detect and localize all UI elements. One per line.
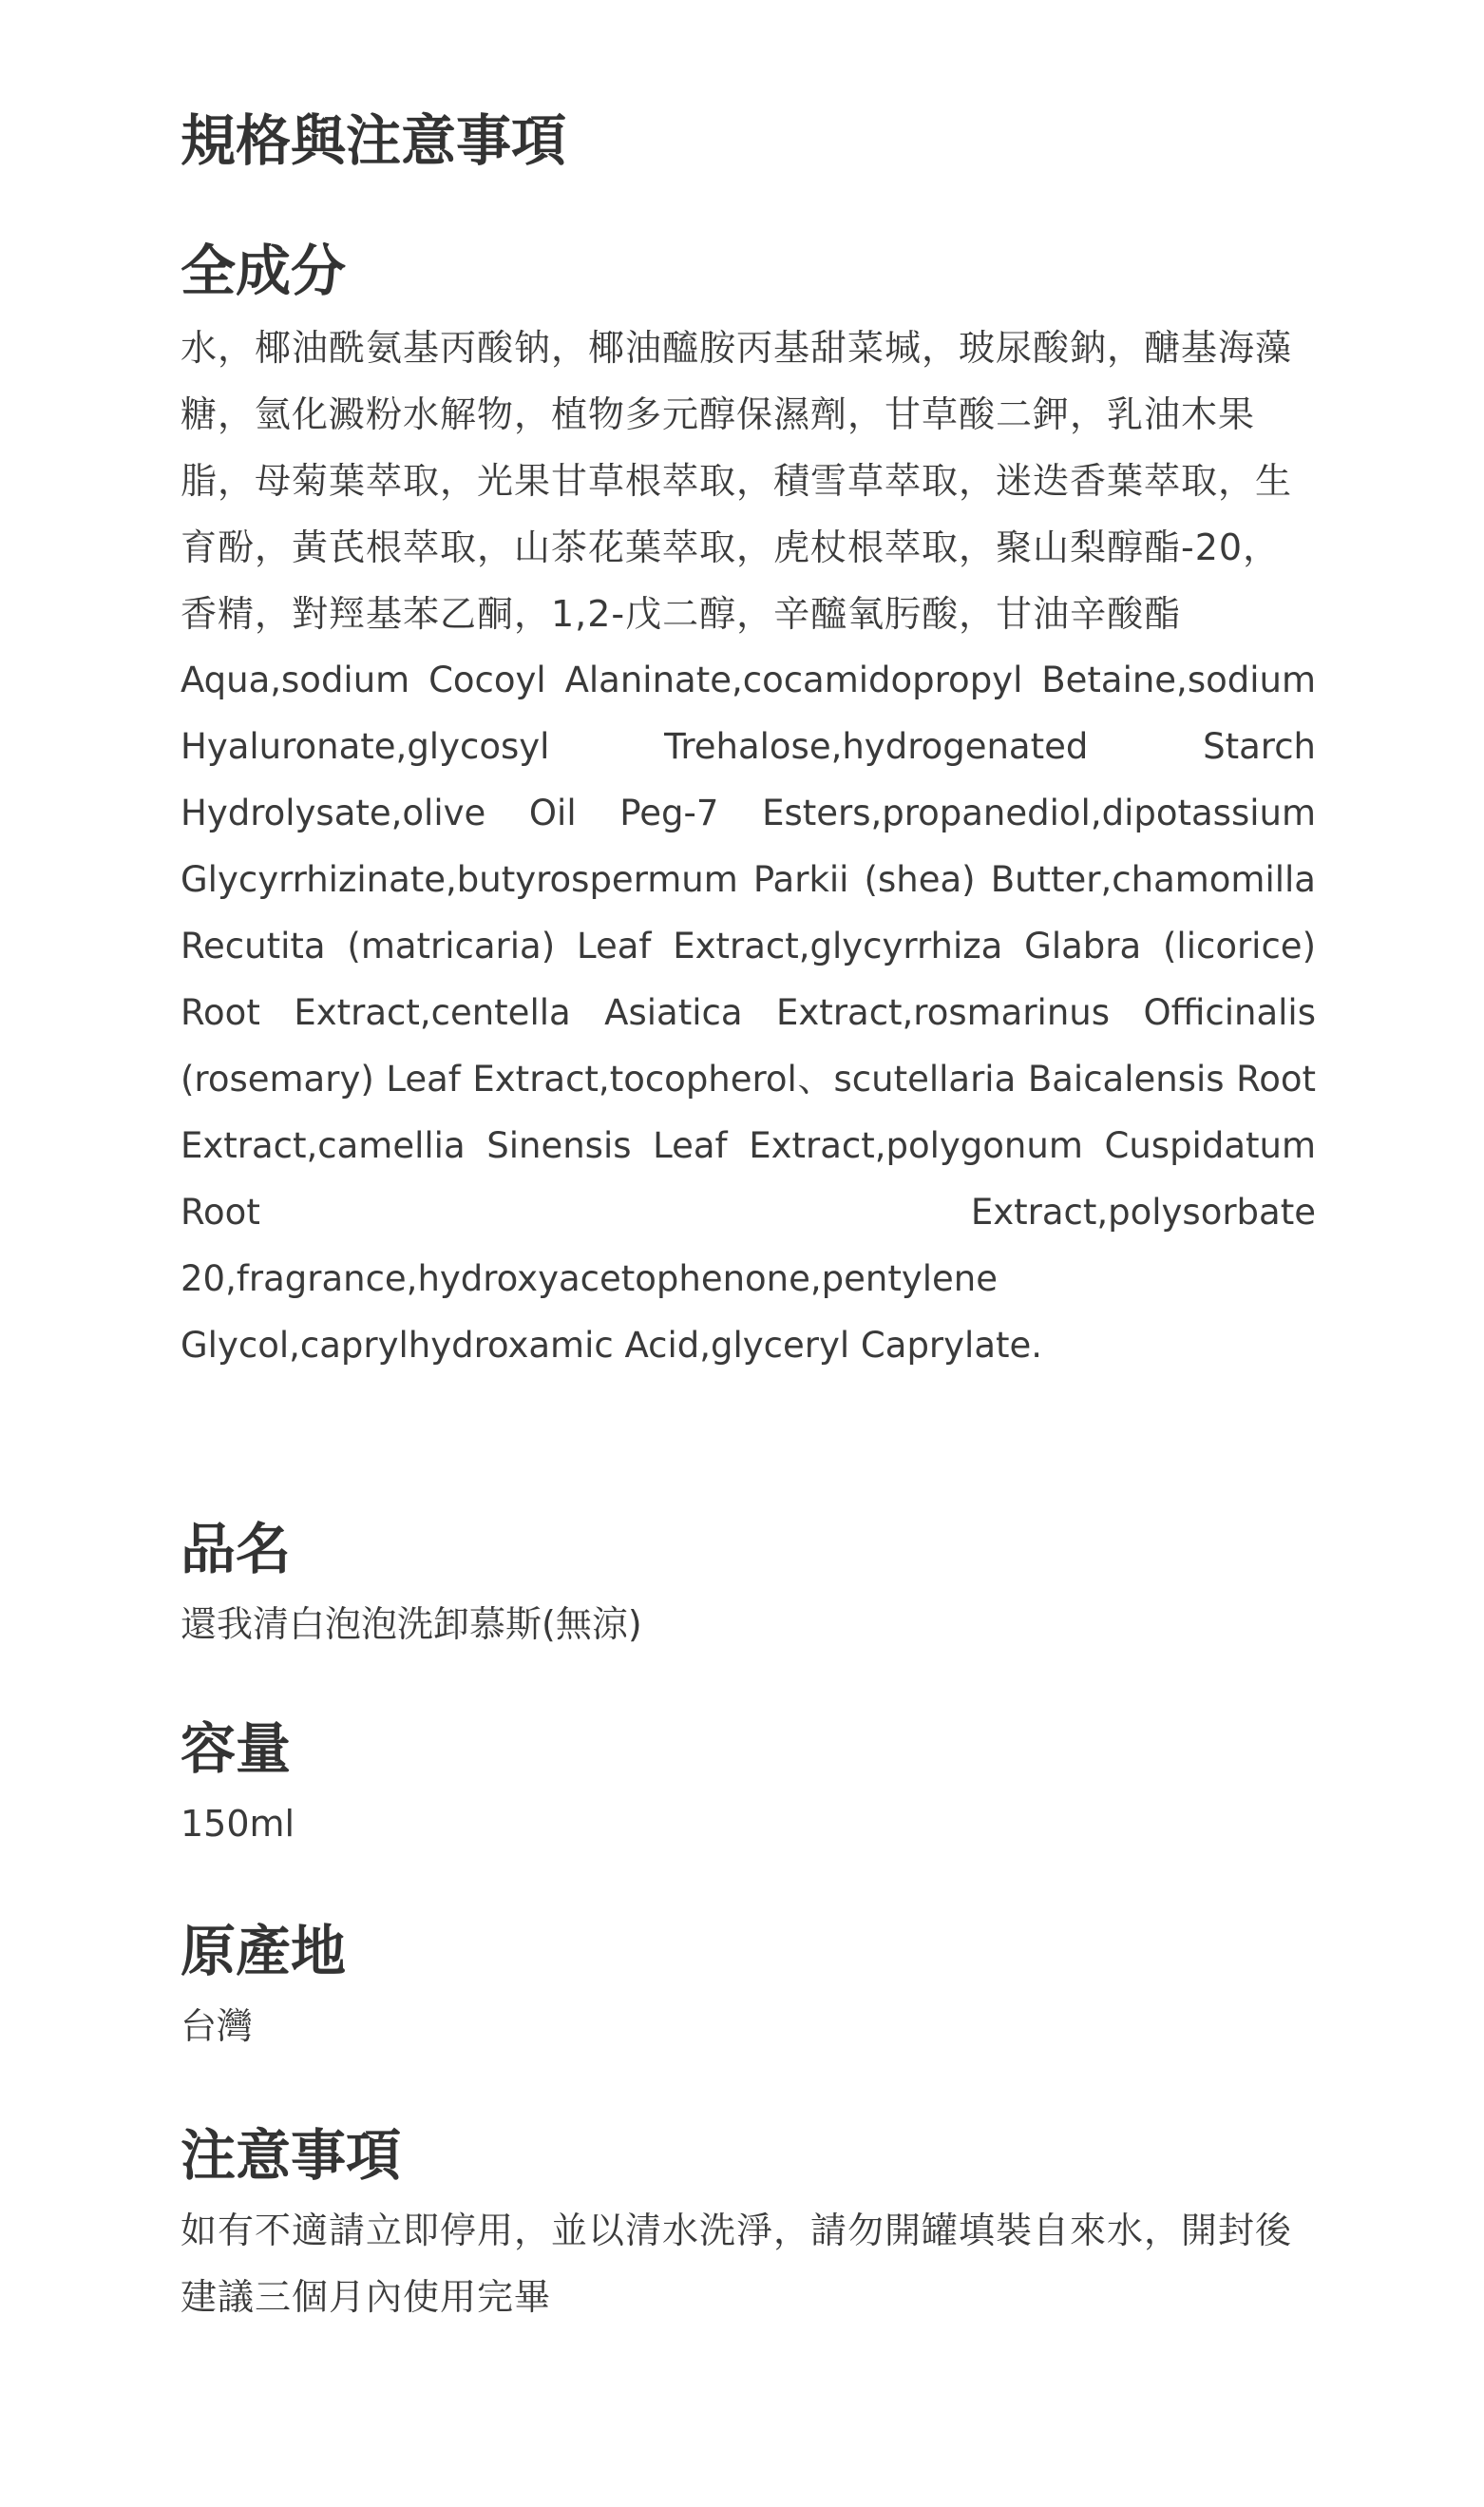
volume-section xyxy=(181,1711,1316,1857)
ingredients-heading: 全成分 xyxy=(181,239,347,303)
ingredients-section xyxy=(181,233,1316,1379)
origin-section xyxy=(181,1913,1316,2059)
page-title: 規格與注意事項 xyxy=(181,108,567,173)
product-name-value: 還我清白泡泡洗卸慕斯(無涼) xyxy=(181,1603,642,1645)
volume-heading: 容量 xyxy=(181,1716,292,1781)
product-name-heading: 品名 xyxy=(181,1517,292,1581)
origin-heading: 原產地 xyxy=(181,1919,347,1983)
volume-value: 150ml xyxy=(181,1803,295,1845)
notes-section xyxy=(181,2117,1316,2330)
product-name-section xyxy=(181,1511,1316,1657)
origin-value: 台灣 xyxy=(181,2005,254,2047)
ingredients-chinese-text: 水，椰油酰氨基丙酸钠，椰油醯胺丙基甜菜堿，玻尿酸鈉，醣基海藻糖，氫化澱粉水解物，植物多元醇保濕劑，甘草酸二鉀，乳油木果脂，母菊葉萃取，光果甘草根萃取，積雪草萃取，迷迭香葉萃取，生育酚，黃芪根萃取，山茶花葉萃取，虎杖根萃取，聚山梨醇酯-20，香精，對羥基苯乙酮，1,2-戊二醇，辛醯氧肟酸，甘油辛酸酯 xyxy=(181,327,1293,635)
notes-heading: 注意事項 xyxy=(181,2123,402,2188)
notes-value: 如有不適請立即停用，並以清水洗淨，請勿開罐填裝自來水，開封後建議三個月內使用完畢 xyxy=(181,2210,1293,2318)
ingredients-english-text: Aqua,sodium Cocoyl Alaninate,cocamidopropyl Betaine,sodium Hyaluronate,glycosyl Trehalose,hydrogenated Starch Hydrolysate,olive Oil Peg-7 Esters,propanediol,dipotassium Glycyrrhizinate,butyrospermum Parkii (shea) Butter,chamomilla Recutita (matricaria) Leaf Extract,glycyrrhiza Glabra (licorice) Root Extract,centella Asiatica Extract,rosmarinus Officinalis (rosemary) Leaf Extract,tocopherol、scutellaria Baicalensis Root Extract,camellia Sinensis Leaf Extract,polygonum Cuspidatum Root Extract,polysorbate 20,fragrance,hydroxyacetophenone,pentylene Glycol,caprylhydroxamic Acid,glyceryl Caprylate. xyxy=(181,660,1316,1366)
